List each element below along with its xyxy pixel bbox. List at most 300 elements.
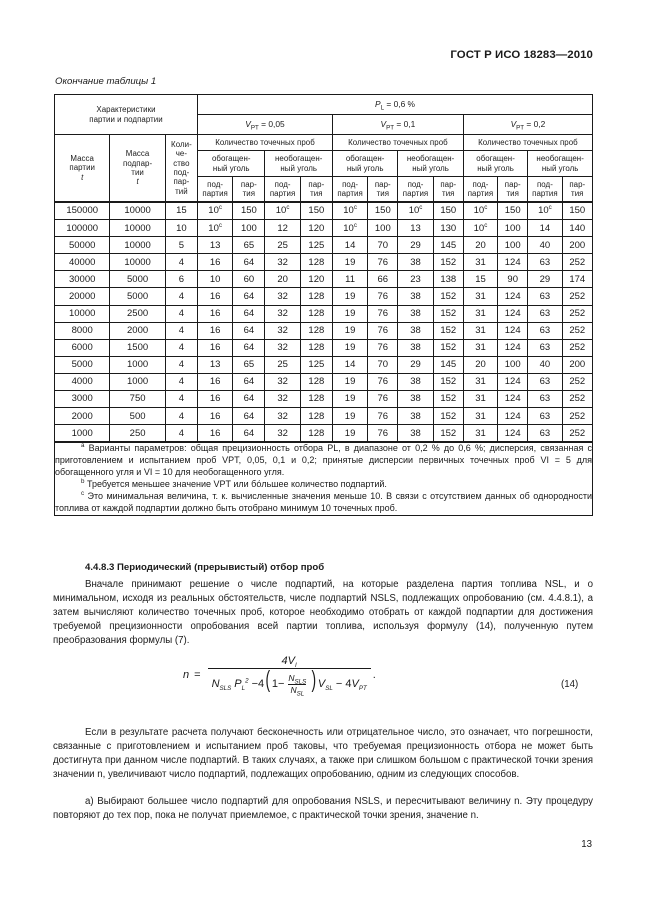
vpt1-subscript: PT: [250, 124, 259, 132]
cell-increments-5: 14: [332, 356, 367, 373]
cell-increments-5: 19: [332, 391, 367, 408]
header-sublot-2: [265, 177, 300, 203]
cell-increments-6: 70: [368, 356, 398, 373]
header-pl: [198, 95, 593, 115]
den-pl-sup: 2: [245, 677, 249, 685]
sublots-line2: че-: [175, 149, 188, 159]
pl-value: = 0,6 %: [384, 98, 416, 109]
cell-mass-lot: 1000: [55, 425, 110, 443]
cell-increments-10: 124: [498, 391, 528, 408]
header-row-pl: [55, 95, 593, 115]
cell-mass-lot: 10000: [55, 305, 110, 322]
cell-number-of-sublots: 4: [165, 339, 197, 356]
cell-increments-1: 16: [198, 254, 233, 271]
footnote-ref: c: [484, 204, 488, 212]
cell-increments-7: 13: [398, 220, 433, 237]
cell-increments-1: 13: [198, 237, 233, 254]
cell-increments-8: 152: [433, 373, 463, 390]
sublots-line1: Коли-: [171, 140, 192, 150]
footnote-b: [55, 479, 592, 491]
cell-number-of-sublots: 6: [165, 271, 197, 288]
inner-num-sub: SLS: [294, 678, 307, 686]
cell-increments-5: 10$^c$: [332, 220, 367, 237]
cell-increments-2: 64: [233, 408, 265, 425]
cell-mass-lot: 20000: [55, 288, 110, 305]
cell-number-of-sublots: 4: [165, 254, 197, 271]
sublot1-line2: партия: [202, 189, 228, 198]
cell-increments-7: 10$^c$: [398, 202, 433, 220]
cell-increments-5: 19: [332, 373, 367, 390]
sublots-line6: тий: [175, 186, 188, 196]
cell-increments-6: 150: [368, 202, 398, 220]
inner-den-sub: SL: [296, 690, 305, 698]
characteristics-line2: партии и подпартии: [89, 114, 163, 124]
cell-increments-7: 38: [398, 288, 433, 305]
cell-increments-11: 63: [528, 339, 562, 356]
cell-increments-12: 252: [562, 305, 592, 322]
footnote-ref: c: [218, 221, 222, 229]
cell-increments-11: 63: [528, 254, 562, 271]
lot4-line2: тия: [442, 189, 455, 198]
table-row: [55, 271, 593, 288]
cell-increments-12: 252: [562, 288, 592, 305]
formula-period: .: [372, 669, 376, 682]
header-lot-2: [300, 177, 332, 203]
sublot6-line2: партия: [532, 189, 558, 198]
cell-increments-3: 32: [265, 339, 300, 356]
cell-number-of-sublots: 4: [165, 322, 197, 339]
cell-increments-6: 76: [368, 305, 398, 322]
cell-increments-9: 31: [463, 322, 497, 339]
cell-increments-12: 252: [562, 425, 592, 443]
cell-increments-9: 31: [463, 408, 497, 425]
cell-increments-3: 32: [265, 373, 300, 390]
header-mass-lot: [55, 135, 110, 203]
cell-increments-9: 31: [463, 254, 497, 271]
cell-increments-2: 64: [233, 288, 265, 305]
raw3-line1: необогащен-: [536, 154, 584, 164]
enriched1-line2: ный уголь: [212, 163, 250, 173]
cell-increments-2: 64: [233, 425, 265, 443]
footnotes-cell: [55, 442, 593, 515]
inner-den-n: N: [290, 685, 297, 696]
table-row: [55, 305, 593, 322]
table-caption: Окончание таблицы 1: [55, 76, 157, 87]
cell-increments-9: 10$^c$: [463, 220, 497, 237]
cell-number-of-sublots: 4: [165, 425, 197, 443]
cell-increments-2: 64: [233, 305, 265, 322]
cell-increments-10: 124: [498, 254, 528, 271]
cell-mass-lot: 8000: [55, 322, 110, 339]
table-row: [55, 202, 593, 220]
cell-increments-6: 76: [368, 373, 398, 390]
cell-mass-sublot: 1000: [110, 373, 165, 390]
vpt2-symbol: V: [380, 118, 387, 129]
cell-increments-4: 150: [300, 202, 332, 220]
cell-increments-10: 150: [498, 202, 528, 220]
cell-increments-10: 100: [498, 237, 528, 254]
den-minus-4b: − 4: [335, 678, 352, 690]
cell-increments-9: 20: [463, 356, 497, 373]
cell-increments-12: 140: [562, 220, 592, 237]
cell-increments-7: 29: [398, 356, 433, 373]
footnote-a-text: Варианты параметров: общая прецизионность отбора PL, в диапазоне от 0,2 % до 0,6 %; дисперсия, связанная с приготовлением и испытанием проб VPT, 0,05, 0,1 и 0,2; принятые дисперсии первичных точечных проб VI = 5 для обогащенного угля и VI = 10 для необогащенного угля.: [55, 443, 592, 478]
cell-increments-9: 31: [463, 391, 497, 408]
table-row: [55, 391, 593, 408]
sublot1-line1: под-: [207, 179, 224, 189]
mass-sublot-line3: тии: [131, 168, 144, 177]
cell-increments-6: 76: [368, 254, 398, 271]
cell-increments-1: 13: [198, 356, 233, 373]
cell-mass-lot: 50000: [55, 237, 110, 254]
characteristics-line1: Характеристики: [96, 105, 156, 115]
header-vpt-group-2: [332, 115, 463, 135]
formula-denominator: [208, 666, 371, 698]
den-pl: P: [234, 678, 242, 690]
cell-mass-lot: 4000: [55, 373, 110, 390]
cell-increments-12: 252: [562, 391, 592, 408]
footnote-ref: c: [218, 204, 222, 212]
header-number-of-sublots: [165, 135, 197, 203]
cell-increments-1: 16: [198, 408, 233, 425]
cell-increments-11: 63: [528, 408, 562, 425]
den-nsls: N: [211, 678, 220, 690]
cell-increments-9: 10$^c$: [463, 202, 497, 220]
den-inner-fraction: [286, 673, 308, 698]
cell-increments-11: 40: [528, 237, 562, 254]
footnote-a-mark: a: [81, 442, 85, 450]
cell-increments-5: 19: [332, 305, 367, 322]
cell-increments-4: 125: [300, 237, 332, 254]
cell-increments-3: 25: [265, 356, 300, 373]
header-raw-3: [528, 151, 593, 177]
den-one: 1: [271, 678, 278, 690]
cell-increments-6: 76: [368, 425, 398, 443]
inner-num-n: N: [288, 673, 295, 684]
cell-increments-3: 32: [265, 322, 300, 339]
formula-14-row: [53, 655, 593, 713]
header-enriched-3: [463, 151, 527, 177]
footnote-ref: c: [419, 204, 423, 212]
den-nsls-sub: SLS: [219, 685, 232, 693]
cell-increments-1: 10$^c$: [198, 202, 233, 220]
cell-mass-lot: 150000: [55, 202, 110, 220]
footnote-ref: c: [548, 204, 552, 212]
mass-lot-line1: Масса: [70, 154, 94, 163]
sublot6-line1: под-: [536, 179, 553, 189]
table-row: [55, 254, 593, 271]
inner-den: [288, 684, 306, 696]
formula-number: (14): [561, 679, 579, 690]
cell-increments-7: 38: [398, 322, 433, 339]
cell-increments-6: 76: [368, 288, 398, 305]
cell-increments-12: 252: [562, 373, 592, 390]
header-lot-1: [233, 177, 265, 203]
cell-increments-11: 63: [528, 305, 562, 322]
header-increments-3: Количество точечных проб: [463, 135, 592, 151]
cell-mass-lot: 30000: [55, 271, 110, 288]
header-vpt-group-3: [463, 115, 592, 135]
formula-equals: =: [194, 669, 201, 682]
cell-increments-3: 32: [265, 408, 300, 425]
footnote-c-text: Это минимальная величина, т. к. вычисленные значения меньше 10. В связи с отсутствием данных об однородности топлива от каждой подпартии должно быть отобрано минимум 10 точечных проб.: [55, 491, 592, 514]
cell-increments-4: 128: [300, 391, 332, 408]
cell-increments-1: 16: [198, 339, 233, 356]
den-minus: −: [277, 678, 285, 690]
cell-increments-2: 64: [233, 373, 265, 390]
cell-mass-sublot: 1000: [110, 356, 165, 373]
cell-number-of-sublots: 4: [165, 373, 197, 390]
cell-increments-6: 76: [368, 408, 398, 425]
cell-increments-5: 14: [332, 237, 367, 254]
cell-increments-10: 124: [498, 322, 528, 339]
cell-increments-12: 252: [562, 339, 592, 356]
cell-number-of-sublots: 4: [165, 408, 197, 425]
cell-increments-10: 124: [498, 373, 528, 390]
table-row: [55, 237, 593, 254]
header-increments-2: Количество точечных проб: [332, 135, 463, 151]
footnote-ref: c: [353, 204, 357, 212]
lot1-line1: пар-: [240, 179, 257, 189]
cell-number-of-sublots: 4: [165, 356, 197, 373]
cell-increments-4: 128: [300, 408, 332, 425]
table-row: [55, 408, 593, 425]
cell-increments-5: 19: [332, 254, 367, 271]
cell-increments-8: 152: [433, 322, 463, 339]
den-vsl: V: [317, 678, 326, 690]
cell-number-of-sublots: 4: [165, 288, 197, 305]
cell-increments-6: 76: [368, 322, 398, 339]
cell-increments-6: 70: [368, 237, 398, 254]
cell-increments-11: 63: [528, 288, 562, 305]
table-row: [55, 373, 593, 390]
table-row: [55, 356, 593, 373]
cell-increments-8: 145: [433, 237, 463, 254]
cell-increments-6: 76: [368, 339, 398, 356]
numerator-main: 4V: [281, 655, 296, 667]
formula-numerator: [278, 655, 301, 668]
footnote-b-text: Требуется меньшее значение VPT или бо́льшее количество подпартий.: [86, 479, 387, 490]
cell-increments-5: 10$^c$: [332, 202, 367, 220]
paragraph-1: Вначале принимают решение о числе подпартий, на которые разделена партия топлива NSL, и о минимальном, исходя из реальных обстоятельств, числе подпартий NSLS, подлежащих опробованию (см. 4.4.8.1), а затем вычисляют количество точечных проб, которое необходимо отобрать от каждой подпартии для достижения требуемой прецизионности опробования всей партии топлива, используя формулу (14), полученную путем преобразования формулы (7).: [53, 579, 593, 646]
cell-increments-6: 66: [368, 271, 398, 288]
sublot5-line1: под-: [472, 179, 489, 189]
lot3-line2: тия: [376, 189, 390, 198]
mass-sublot-line1: Масса: [125, 149, 150, 159]
vpt3-symbol: V: [510, 118, 517, 129]
cell-increments-7: 38: [398, 339, 433, 356]
cell-increments-9: 15: [463, 271, 497, 288]
cell-number-of-sublots: 4: [165, 391, 197, 408]
paragraph-3: а) Выбирают большее число подпартий для опробования NSLS, и пересчитывают величину n. Эту процедуру повторяют до тех пор, пока не получат приемлемое, с практической точки зрения, значение n.: [53, 796, 593, 821]
vpt3-subscript: PT: [516, 124, 525, 132]
header-row-counts: [55, 135, 593, 151]
sublot4-line1: под-: [407, 179, 424, 189]
sublot3-line1: под-: [342, 179, 359, 189]
cell-mass-sublot: 10000: [110, 254, 165, 271]
header-lot-5: [498, 177, 528, 203]
cell-increments-2: 60: [233, 271, 265, 288]
cell-increments-9: 31: [463, 288, 497, 305]
header-lot-4: [433, 177, 463, 203]
mass-lot-unit: t: [81, 172, 84, 182]
den-vpt: V: [351, 678, 359, 690]
cell-increments-7: 38: [398, 425, 433, 443]
standard-header: ГОСТ Р ИСО 18283—2010: [450, 49, 593, 61]
table-row: [55, 288, 593, 305]
cell-increments-12: 252: [562, 254, 592, 271]
cell-increments-5: 19: [332, 339, 367, 356]
cell-increments-6: 100: [368, 220, 398, 237]
raw1-line1: необогащен-: [274, 154, 323, 164]
cell-increments-9: 31: [463, 425, 497, 443]
lot4-line1: пар-: [440, 179, 457, 189]
den-pl-sub: L: [241, 685, 246, 693]
cell-mass-lot: 40000: [55, 254, 110, 271]
cell-increments-10: 124: [498, 305, 528, 322]
cell-increments-4: 128: [300, 288, 332, 305]
table-row: [55, 339, 593, 356]
inner-num: [286, 673, 308, 684]
den-minus-4: −4: [251, 678, 265, 690]
cell-number-of-sublots: 5: [165, 237, 197, 254]
cell-increments-11: 29: [528, 271, 562, 288]
table-row: [55, 220, 593, 237]
cell-increments-2: 65: [233, 356, 265, 373]
lot3-line1: пар-: [374, 179, 391, 189]
lot6-line2: тия: [571, 189, 584, 198]
cell-number-of-sublots: 15: [165, 202, 197, 220]
cell-increments-1: 10$^c$: [198, 220, 233, 237]
cell-increments-7: 38: [398, 408, 433, 425]
cell-increments-5: 19: [332, 425, 367, 443]
cell-increments-2: 150: [233, 202, 265, 220]
header-lot-3: [368, 177, 398, 203]
cell-mass-lot: 5000: [55, 356, 110, 373]
header-sublot-1: [198, 177, 233, 203]
footnote-ref: c: [353, 221, 357, 229]
lot2-line2: тия: [310, 189, 323, 198]
enriched3-line2: ный уголь: [477, 163, 514, 173]
table-1-container: [54, 94, 593, 516]
table-row: [55, 322, 593, 339]
formula-lhs: n: [183, 669, 190, 682]
cell-increments-7: 38: [398, 373, 433, 390]
cell-increments-6: 76: [368, 391, 398, 408]
cell-mass-sublot: 10000: [110, 220, 165, 237]
cell-increments-8: 152: [433, 408, 463, 425]
cell-increments-4: 128: [300, 373, 332, 390]
cell-increments-10: 100: [498, 356, 528, 373]
section-heading: 4.4.8.3 Периодический (прерывистый) отбор проб: [85, 562, 325, 573]
paragraph-2: Если в результате расчета получают бесконечность или отрицательное число, это означает, что погрешности, связанные с приготовлением и испытанием проб таковы, что требуемая прецизионность отбора не может быть достигнута при данном числе подпартий. В таких случаях, а также при слишком большом с практической точки зрения значении n, увеличивают число подпартий, подлежащих опробованию, одним из следующих способов.: [53, 727, 593, 780]
mass-lot-line2: партии: [69, 163, 95, 173]
cell-increments-11: 63: [528, 391, 562, 408]
cell-increments-4: 120: [300, 271, 332, 288]
header-raw-2: [398, 151, 463, 177]
lot6-line1: пар-: [569, 179, 586, 189]
mass-sublot-line2: подпар-: [123, 158, 153, 168]
cell-increments-1: 16: [198, 305, 233, 322]
footnote-a: [55, 443, 592, 479]
cell-increments-5: 19: [332, 408, 367, 425]
cell-increments-12: 200: [562, 237, 592, 254]
cell-increments-3: 12: [265, 220, 300, 237]
formula-fraction: [208, 655, 371, 698]
cell-increments-7: 23: [398, 271, 433, 288]
cell-increments-8: 152: [433, 425, 463, 443]
cell-increments-9: 31: [463, 339, 497, 356]
footnote-ref: c: [286, 204, 290, 212]
cell-increments-2: 64: [233, 391, 265, 408]
cell-increments-4: 128: [300, 305, 332, 322]
cell-increments-7: 38: [398, 305, 433, 322]
header-sublot-3: [332, 177, 367, 203]
cell-increments-8: 152: [433, 305, 463, 322]
lot5-line1: пар-: [504, 179, 521, 189]
cell-increments-7: 38: [398, 391, 433, 408]
cell-increments-9: 31: [463, 305, 497, 322]
cell-increments-8: 152: [433, 339, 463, 356]
cell-increments-3: 20: [265, 271, 300, 288]
cell-mass-sublot: 1500: [110, 339, 165, 356]
pl-symbol: P: [375, 98, 381, 109]
cell-mass-sublot: 2500: [110, 305, 165, 322]
cell-increments-1: 16: [198, 322, 233, 339]
enriched1-line1: обогащен-: [211, 154, 251, 164]
cell-increments-8: 145: [433, 356, 463, 373]
sublot2-line1: под-: [274, 179, 291, 189]
sublots-line5: пар-: [173, 177, 190, 187]
header-enriched-1: [198, 151, 265, 177]
header-sublot-5: [463, 177, 497, 203]
cell-increments-2: 65: [233, 237, 265, 254]
cell-mass-sublot: 5000: [110, 271, 165, 288]
cell-increments-5: 19: [332, 288, 367, 305]
cell-increments-11: 63: [528, 425, 562, 443]
cell-increments-3: 32: [265, 288, 300, 305]
mass-sublot-unit: t: [136, 177, 139, 187]
cell-increments-3: 32: [265, 425, 300, 443]
cell-increments-2: 64: [233, 339, 265, 356]
enriched2-line1: обогащен-: [345, 154, 385, 164]
raw1-line2: ный уголь: [280, 163, 318, 173]
cell-increments-8: 152: [433, 254, 463, 271]
cell-mass-sublot: 2000: [110, 322, 165, 339]
cell-increments-9: 20: [463, 237, 497, 254]
page-number: 13: [581, 839, 592, 850]
cell-mass-lot: 6000: [55, 339, 110, 356]
enriched3-line1: обогащен-: [476, 154, 515, 164]
cell-increments-10: 90: [498, 271, 528, 288]
cell-number-of-sublots: 4: [165, 305, 197, 322]
footnote-b-mark: b: [81, 478, 85, 486]
cell-increments-9: 31: [463, 373, 497, 390]
cell-mass-sublot: 750: [110, 391, 165, 408]
cell-increments-12: 174: [562, 271, 592, 288]
cell-increments-10: 124: [498, 408, 528, 425]
cell-increments-10: 124: [498, 425, 528, 443]
header-sublot-6: [528, 177, 562, 203]
sublots-line4: под-: [173, 168, 190, 177]
lot5-line2: тия: [506, 189, 519, 198]
cell-increments-10: 124: [498, 288, 528, 305]
enriched2-line2: ный уголь: [346, 163, 384, 173]
cell-number-of-sublots: 10: [165, 220, 197, 237]
cell-increments-4: 120: [300, 220, 332, 237]
lot2-line1: пар-: [308, 179, 325, 189]
close-paren: ): [311, 666, 317, 692]
